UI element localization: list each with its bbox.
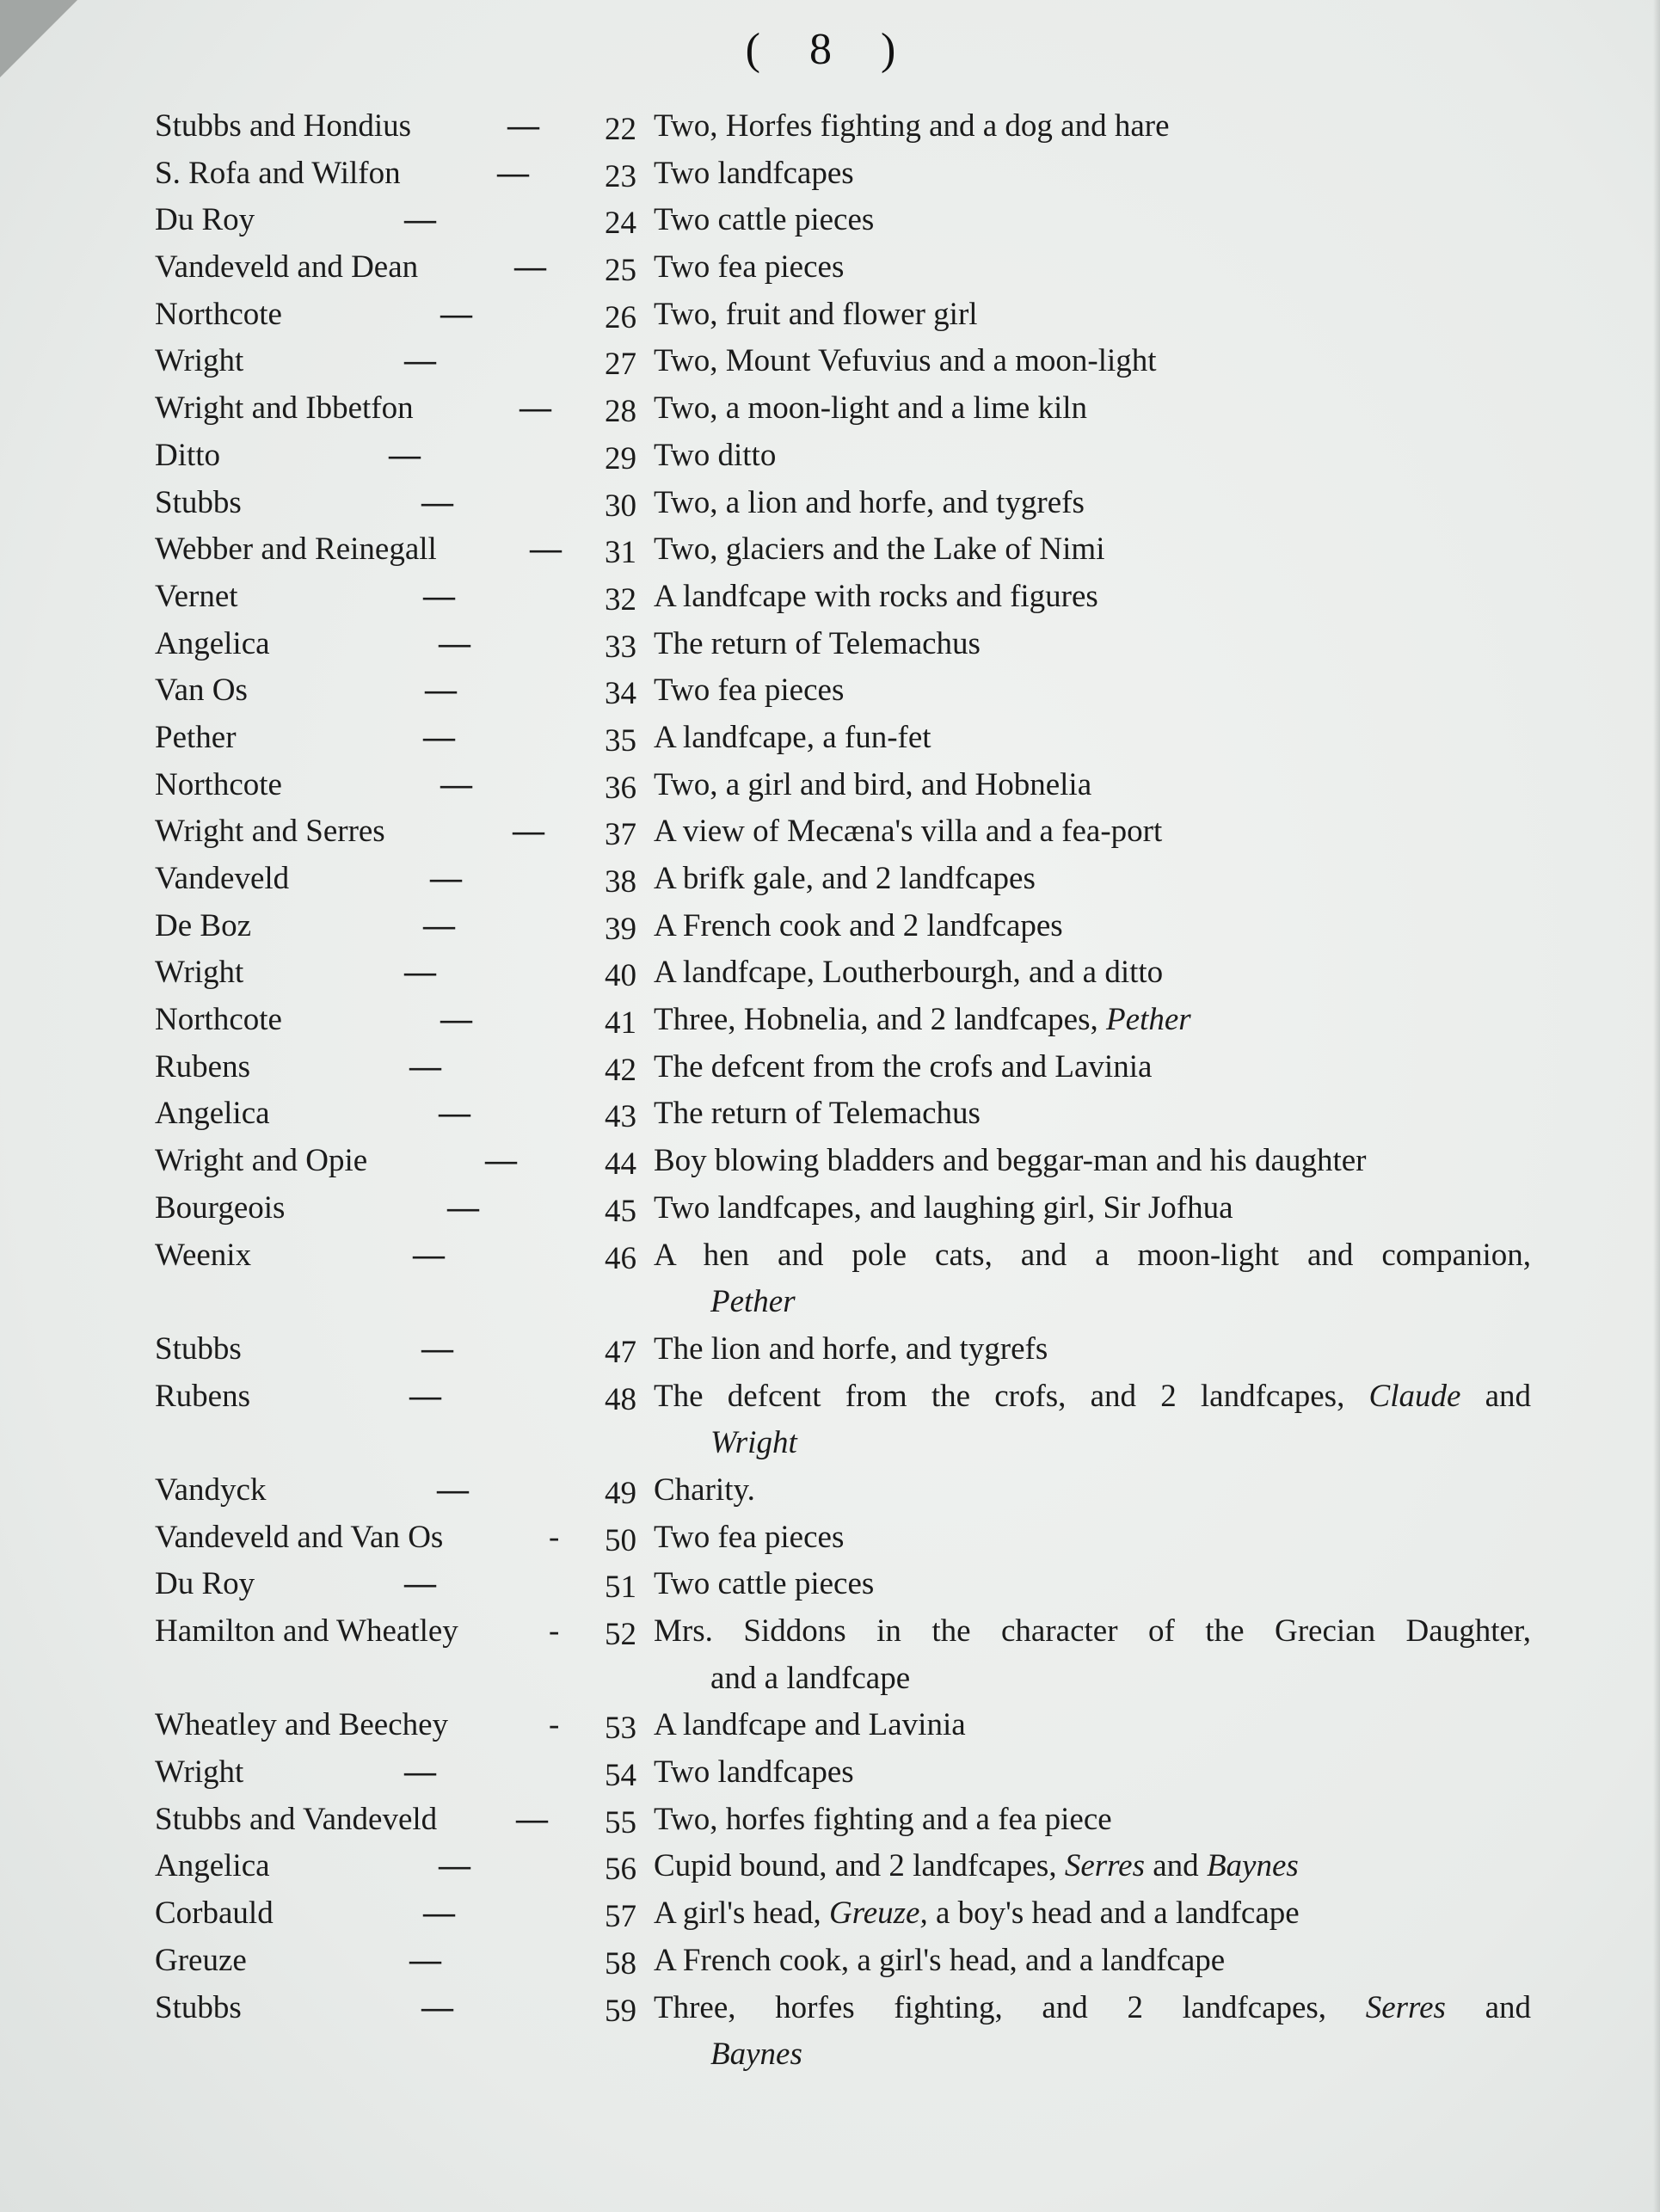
artist-name: Weenix — [155, 1237, 252, 1273]
lot-description — [654, 1467, 1531, 1515]
artist-name: Greuze — [155, 1942, 247, 1978]
lot-description — [654, 151, 1531, 198]
description-line: Two landfcapes — [654, 1754, 854, 1791]
entry-separator: — — [439, 1848, 470, 1884]
description-line: Two, a lion and horfe, and tygrefs — [654, 484, 1085, 520]
artist-name: Van Os — [155, 673, 248, 709]
entry-separator: — — [423, 907, 455, 943]
artist-name: Ditto — [155, 437, 221, 473]
description-line: Two fea pieces — [654, 249, 845, 286]
attribution-italic: Serres — [1365, 1989, 1446, 2025]
lot-number: 34 — [605, 676, 636, 712]
description-line: The defcent from the crofs, and 2 landfcapes, Claude and — [654, 1378, 1532, 1414]
lot-number: 35 — [605, 722, 636, 759]
catalogue-entry — [0, 997, 1660, 1044]
description-line: A French cook and 2 landfcapes — [654, 907, 1063, 943]
lot-number: 50 — [605, 1522, 636, 1558]
lot-description — [654, 903, 1531, 950]
description-line: Two, fruit and flower girl — [654, 296, 978, 332]
lot-number: 57 — [605, 1899, 636, 1935]
lot-description — [654, 621, 1531, 668]
entry-separator: — — [413, 1237, 445, 1273]
catalogue-entry — [0, 808, 1660, 856]
lot-description — [654, 197, 1531, 244]
description-continuation — [654, 1279, 1531, 1326]
catalogue-entry — [0, 1843, 1660, 1890]
lot-description — [654, 1985, 1531, 2079]
lot-description — [654, 1232, 1531, 1326]
lot-description — [654, 244, 1531, 292]
artist-name: Angelica — [155, 625, 270, 661]
catalogue-entry — [0, 244, 1660, 292]
catalogue-entry — [0, 903, 1660, 950]
description-continuation: and a landfcape — [710, 1660, 911, 1696]
artist-name: Vandeveld and Van Os — [155, 1519, 444, 1555]
catalogue-entry — [0, 949, 1660, 997]
lot-number: 36 — [605, 770, 636, 806]
artist-name: Angelica — [155, 1848, 270, 1884]
description-line: Two ditto — [654, 437, 777, 473]
catalogue-entry — [0, 1749, 1660, 1797]
lot-number: 24 — [605, 206, 636, 242]
description-line: Two, Mount Vefuvius and a moon-light — [654, 343, 1157, 379]
lot-number: 54 — [605, 1758, 636, 1794]
catalogue-entry — [0, 1044, 1660, 1091]
lot-description — [654, 1373, 1531, 1467]
lot-number: 46 — [605, 1240, 636, 1276]
catalogue-entry — [0, 574, 1660, 621]
catalogue-entry — [0, 385, 1660, 433]
catalogue-entry — [0, 667, 1660, 715]
entry-separator: - — [549, 1613, 560, 1650]
lot-number: 26 — [605, 299, 636, 335]
entry-separator: — — [409, 1942, 441, 1978]
artist-name: Stubbs — [155, 1330, 242, 1367]
artist-name: Vandeveld — [155, 861, 290, 896]
entry-separator: - — [549, 1519, 560, 1555]
description-line: Two, horfes fighting and a fea piece — [654, 1801, 1112, 1837]
lot-number: 51 — [605, 1570, 636, 1606]
artist-name: Pether — [155, 719, 237, 755]
artist-name: Angelica — [155, 1096, 270, 1132]
description-line: Two cattle pieces — [654, 202, 875, 238]
catalogue-entry — [0, 1373, 1660, 1467]
entry-separator: — — [439, 625, 470, 661]
lot-number: 44 — [605, 1146, 636, 1183]
lot-description — [654, 1044, 1531, 1091]
description-line: Two fea pieces — [654, 673, 845, 709]
lot-number: 48 — [605, 1381, 636, 1417]
catalogue-entry — [0, 197, 1660, 244]
catalogue-entry — [0, 1561, 1660, 1608]
entry-separator: — — [430, 861, 462, 896]
catalogue-entry — [0, 480, 1660, 527]
lot-number: 49 — [605, 1475, 636, 1511]
lot-number: 56 — [605, 1852, 636, 1888]
entry-separator: — — [440, 296, 472, 332]
description-line: The defcent from the crofs and Lavinia — [654, 1048, 1153, 1084]
entry-separator: — — [437, 1472, 469, 1508]
catalogue-entry — [0, 526, 1660, 574]
entry-separator: — — [513, 814, 544, 850]
entry-separator: — — [389, 437, 421, 473]
entry-separator: — — [440, 766, 472, 802]
lot-number: 53 — [605, 1711, 636, 1747]
entry-separator: — — [421, 1989, 453, 2025]
entry-separator: — — [520, 390, 551, 427]
catalogue-entry — [0, 1138, 1660, 1185]
lot-description — [654, 574, 1531, 621]
catalogue-entry — [0, 338, 1660, 385]
description-line: Two, a moon-light and a lime kiln — [654, 390, 1088, 427]
entry-separator: — — [514, 249, 546, 286]
artist-name: Vandeveld and Dean — [155, 249, 419, 286]
lot-number: 59 — [605, 1993, 636, 2029]
artist-name: Wright and Serres — [155, 814, 385, 850]
lot-number: 42 — [605, 1052, 636, 1088]
entry-separator: - — [549, 1707, 560, 1743]
entry-separator: — — [423, 1896, 455, 1932]
entry-separator: — — [423, 719, 455, 755]
entry-separator: — — [425, 673, 457, 709]
lot-number: 31 — [605, 535, 636, 571]
catalogue-entry — [0, 1797, 1660, 1844]
lot-description — [654, 1561, 1531, 1608]
lot-description — [654, 1138, 1531, 1185]
catalogue-entry — [0, 1232, 1660, 1326]
lot-description — [654, 1797, 1531, 1844]
catalogue-entry — [0, 1515, 1660, 1562]
entry-separator: — — [507, 108, 539, 144]
artist-name: Rubens — [155, 1378, 250, 1414]
entry-separator: — — [409, 1048, 441, 1084]
artist-name: Du Roy — [155, 202, 255, 238]
lot-number: 28 — [605, 394, 636, 430]
lot-number: 27 — [605, 347, 636, 383]
lot-number: 40 — [605, 958, 636, 994]
attribution-italic: Wright — [710, 1425, 797, 1461]
page-number-header: ( 8 ) — [745, 25, 915, 74]
lot-number: 25 — [605, 253, 636, 289]
lot-number: 32 — [605, 581, 636, 618]
attribution-italic: Pether — [1106, 1002, 1191, 1038]
lot-description — [654, 949, 1531, 997]
description-line: Three, Hobnelia, and 2 landfcapes, Pether — [654, 1002, 1191, 1038]
attribution-italic: Serres — [1064, 1848, 1145, 1884]
lot-description — [654, 762, 1531, 809]
description-line: The return of Telemachus — [654, 625, 981, 661]
entry-separator: — — [447, 1189, 479, 1226]
lot-number: 22 — [605, 112, 636, 147]
description-line: Two, a girl and bird, and Hobnelia — [654, 766, 1092, 802]
lot-number: 37 — [605, 817, 636, 853]
attribution-italic: Baynes — [1206, 1848, 1299, 1884]
catalogue-entry — [0, 103, 1660, 151]
description-line: Two landfcapes — [654, 155, 854, 191]
entry-separator: — — [440, 1002, 472, 1038]
lot-description — [654, 856, 1531, 903]
entry-separator: — — [404, 202, 436, 238]
catalogue-entry — [0, 621, 1660, 668]
lot-number: 52 — [605, 1617, 636, 1653]
description-line: A landfcape with rocks and figures — [654, 578, 1098, 614]
catalogue-entry — [0, 1185, 1660, 1232]
lot-description — [654, 526, 1531, 574]
catalogue-entry — [0, 1091, 1660, 1138]
description-line: The lion and horfe, and tygrefs — [654, 1330, 1048, 1367]
lot-description — [654, 292, 1531, 339]
entry-separator: — — [409, 1378, 441, 1414]
entry-separator: — — [404, 343, 436, 379]
catalogue-entry — [0, 292, 1660, 339]
artist-name: Du Roy — [155, 1566, 255, 1602]
artist-name: Northcote — [155, 766, 282, 802]
lot-number: 23 — [605, 158, 636, 194]
artist-name: Hamilton and Wheatley — [155, 1613, 458, 1650]
artist-name: Vernet — [155, 578, 238, 614]
description-line: A landfcape, Loutherbourgh, and a ditto — [654, 955, 1164, 991]
lot-number: 39 — [605, 911, 636, 947]
description-line: Two cattle pieces — [654, 1566, 875, 1602]
catalogue-entry — [0, 1608, 1660, 1702]
catalogue-entry — [0, 715, 1660, 762]
entry-separator: — — [421, 1330, 453, 1367]
artist-name: Wright — [155, 1754, 244, 1791]
description-line: Charity. — [654, 1472, 755, 1508]
entry-separator: — — [530, 531, 562, 568]
artist-name: Northcote — [155, 296, 282, 332]
attribution-italic: Claude — [1368, 1378, 1461, 1414]
artist-name: Northcote — [155, 1002, 282, 1038]
lot-description — [654, 1749, 1531, 1797]
lot-description — [654, 338, 1531, 385]
description-line: A landfcape, a fun-fet — [654, 719, 931, 755]
lot-number: 58 — [605, 1945, 636, 1982]
description-line: A girl's head, Greuze, a boy's head and a landfcape — [654, 1896, 1300, 1932]
lot-description — [654, 1185, 1531, 1232]
lot-description — [654, 997, 1531, 1044]
lot-number: 43 — [605, 1099, 636, 1135]
artist-name: Bourgeois — [155, 1189, 286, 1226]
catalogue-list — [0, 103, 1660, 2079]
description-line: Two fea pieces — [654, 1519, 845, 1555]
entry-separator: — — [404, 1566, 436, 1602]
artist-name: Stubbs — [155, 484, 242, 520]
entry-separator: — — [497, 155, 529, 191]
artist-name: Stubbs and Vandeveld — [155, 1801, 438, 1837]
catalogue-entry — [0, 762, 1660, 809]
lot-description — [654, 1091, 1531, 1138]
lot-number: 55 — [605, 1804, 636, 1840]
artist-name: Wright — [155, 343, 244, 379]
attribution-italic: Greuze, — [828, 1896, 928, 1932]
lot-number: 33 — [605, 629, 636, 665]
artist-name: Wright and Opie — [155, 1143, 368, 1179]
entry-separator: — — [439, 1096, 470, 1132]
description-line: Two landfcapes, and laughing girl, Sir Jofhua — [654, 1189, 1233, 1226]
description-line: A hen and pole cats, and a moon-light and companion, — [654, 1237, 1531, 1273]
entry-separator: — — [516, 1801, 548, 1837]
artist-name: Webber and Reinegall — [155, 531, 437, 568]
description-line: A brifk gale, and 2 landfcapes — [654, 861, 1036, 896]
description-continuation — [654, 2031, 1531, 2079]
catalogue-entry — [0, 1890, 1660, 1938]
lot-number: 45 — [605, 1193, 636, 1229]
description-line: Two, glaciers and the Lake of Nimi — [654, 531, 1105, 568]
description-line: Cupid bound, and 2 landfcapes, Serres and Baynes — [654, 1848, 1299, 1884]
artist-name: Wright and Ibbetfon — [155, 390, 414, 427]
catalogue-entry — [0, 1702, 1660, 1749]
artist-name: Stubbs and Hondius — [155, 108, 412, 144]
lot-description — [654, 715, 1531, 762]
lot-number: 41 — [605, 1005, 636, 1041]
catalogue-entry — [0, 151, 1660, 198]
lot-description — [654, 1608, 1531, 1702]
lot-description — [654, 1515, 1531, 1562]
description-line: Two, Horfes fighting and a dog and hare — [654, 108, 1170, 144]
artist-name: Rubens — [155, 1048, 250, 1084]
lot-description — [654, 667, 1531, 715]
catalogue-entry — [0, 1938, 1660, 1985]
attribution-italic: Baynes — [710, 2037, 802, 2073]
lot-description — [654, 1702, 1531, 1749]
lot-description — [654, 385, 1531, 433]
entry-separator: — — [421, 484, 453, 520]
description-line: The return of Telemachus — [654, 1096, 981, 1132]
attribution-italic: Pether — [710, 1284, 796, 1320]
artist-name: Vandyck — [155, 1472, 267, 1508]
lot-description — [654, 480, 1531, 527]
description-line: A view of Mecæna's villa and a fea-port — [654, 814, 1163, 850]
lot-description — [654, 808, 1531, 856]
description-line: Boy blowing bladders and beggar-man and his daughter — [654, 1143, 1367, 1179]
artist-name: Wheatley and Beechey — [155, 1707, 449, 1743]
artist-name: S. Rofa and Wilfon — [155, 155, 401, 191]
catalogue-entry — [0, 1326, 1660, 1373]
description-line: A French cook, a girl's head, and a landfcape — [654, 1942, 1226, 1978]
entry-separator: — — [423, 578, 455, 614]
entry-separator: — — [404, 1754, 436, 1791]
lot-description — [654, 1890, 1531, 1938]
catalogue-entry — [0, 856, 1660, 903]
catalogue-entry — [0, 1985, 1660, 2079]
artist-name: De Boz — [155, 907, 251, 943]
description-continuation — [654, 1420, 1531, 1467]
lot-description — [654, 103, 1531, 151]
lot-number: 47 — [605, 1334, 636, 1370]
lot-description — [654, 1938, 1531, 1985]
lot-description — [654, 1843, 1531, 1890]
lot-description — [654, 1326, 1531, 1373]
description-line: Mrs. Siddons in the character of the Grecian Daughter, — [654, 1613, 1531, 1650]
lot-number: 38 — [605, 864, 636, 900]
lot-number: 29 — [605, 440, 636, 476]
artist-name: Wright — [155, 955, 244, 991]
entry-separator: — — [404, 955, 436, 991]
artist-name: Stubbs — [155, 1989, 242, 2025]
catalogue-entry — [0, 433, 1660, 480]
catalogue-entry — [0, 1467, 1660, 1515]
artist-name: Corbauld — [155, 1896, 274, 1932]
lot-description — [654, 433, 1531, 480]
entry-separator: — — [485, 1143, 517, 1179]
description-line: Three, horfes fighting, and 2 landfcapes, Serres and — [654, 1989, 1531, 2025]
lot-number: 30 — [605, 488, 636, 524]
description-line: A landfcape and Lavinia — [654, 1707, 966, 1743]
